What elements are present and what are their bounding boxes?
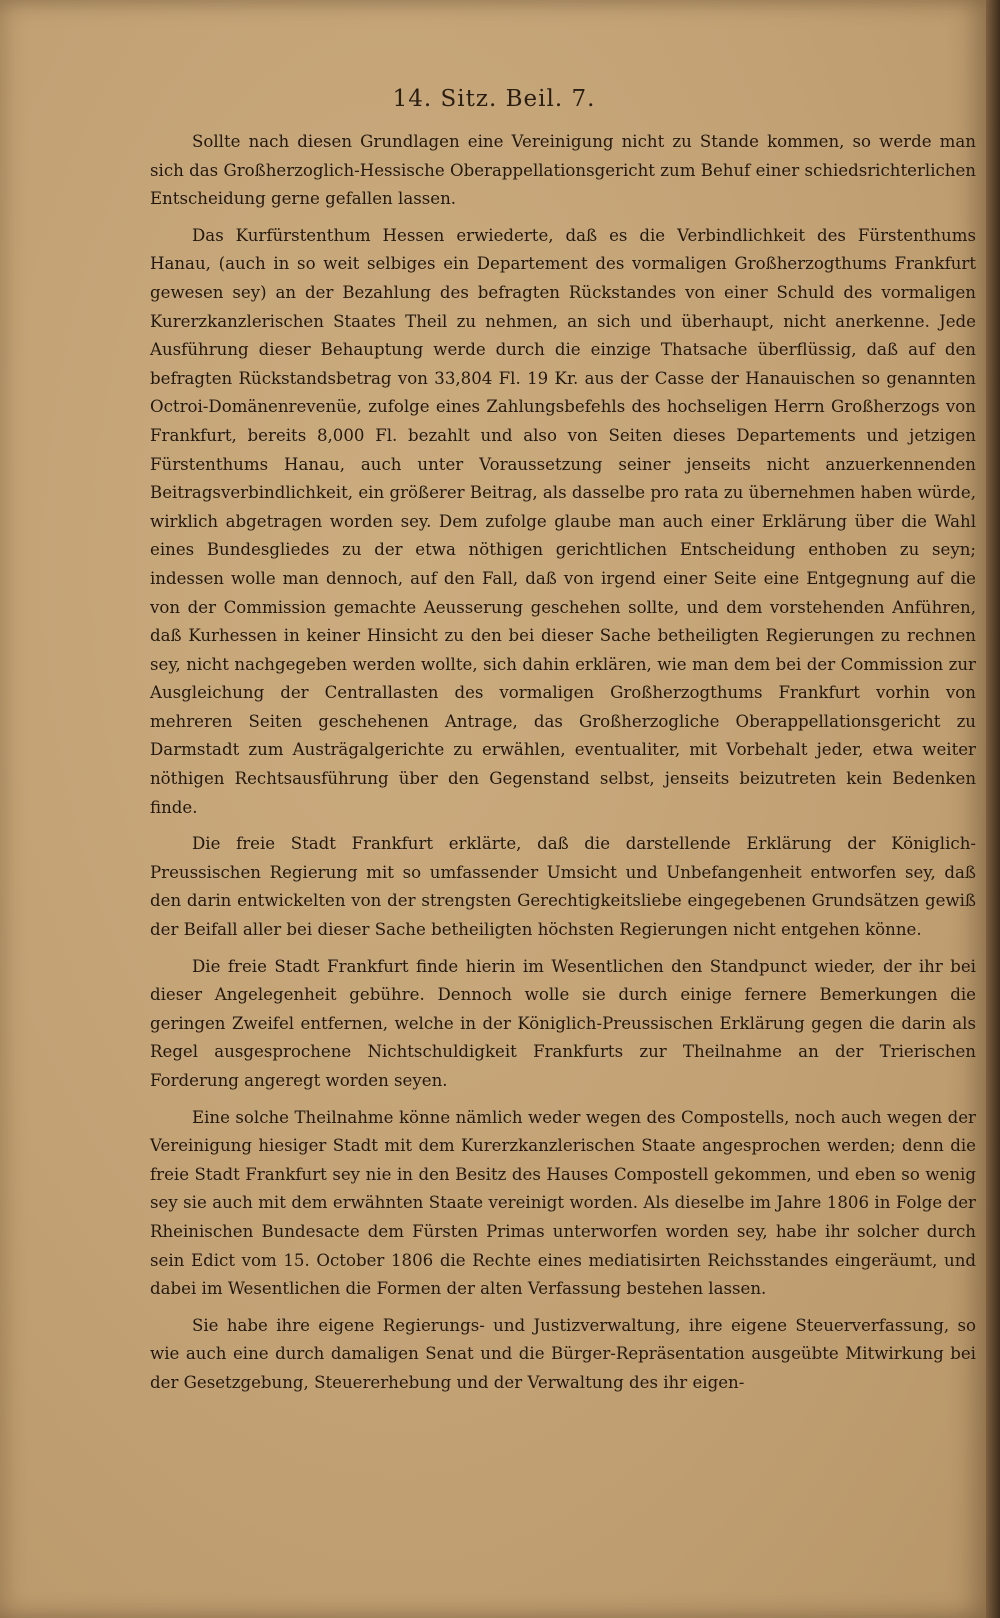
paragraph: Das Kurfürstenthum Hessen erwiederte, daß es die Verbindlichkeit des Fürstenthums Hanau, (auch in so weit selbiges ein Departement des vormaligen Großherzogthums Frankfurt gewesen sey) an der Bezahlung des befragten Rückstandes von einer Schuld des vormaligen Kurerzkanzlerischen Staates Theil zu nehmen, an sich und überhaupt, nicht anerkenne. Jede Ausführung dieser Behauptung werde durch die einzige Thatsache überflüssig, daß auf den befragten Rückstandsbetrag von 33,804 Fl. 19 Kr. aus der Casse der Hanauischen so genannten Octroi-Domänenrevenüe, zufolge eines Zahlungsbefehls des hochseligen Herrn Großherzogs von Frankfurt, bereits 8,000 Fl. bezahlt und also von Seiten dieses Departements und jetzigen Fürstenthums Hanau, auch unter Voraussetzung seiner jenseits nicht anzuerkennenden Beitragsverbindlichkeit, ein größerer Beitrag, als dasselbe pro rata zu übernehmen haben würde, wirklich abgetragen worden sey. Dem zufolge glaube man auch einer Erklärung über die Wahl eines Bundesgliedes zu der etwa nöthigen gerichtlichen Entscheidung enthoben zu seyn; indessen wolle man dennoch, auf den Fall, daß von irgend einer Seite eine Entgegnung auf die von der Commission gemachte Aeusserung geschehen sollte, und dem vorstehenden Anführen, daß Kurhessen in keiner Hinsicht zu den bei dieser Sache betheiligten Regierungen zu rechnen sey, nicht nachgegeben werden wollte, sich dahin erklären, wie man dem bei der Commission zur Ausgleichung der Centrallasten des vormaligen Großherzogthums Frankfurt vorhin von mehreren Seiten geschehenen Antrage, das Großherzogliche Oberappellationsgericht zu Darmstadt zum Austrägalgerichte zu erwählen, eventualiter, mit Vorbehalt jeder, etwa weiter nöthigen Rechtsausführung über den Gegenstand selbst, jenseits beizutreten kein Bedenken finde. [150,225,976,817]
book-edge [986,0,1000,1618]
body-text [150,128,976,1398]
paragraph: Die freie Stadt Frankfurt finde hierin im Wesentlichen den Standpunct wieder, der ihr bei dieser Angelegenheit gebühre. Dennoch wolle sie durch einige fernere Bemerkungen die geringen Zweifel entfernen, welche in der Königlich-Preussischen Erklärung gegen die darin als Regel ausgesprochene Nichtschuldigkeit Frankfurts zur Theilnahme an der Trierischen Forderung angeregt worden seyen. [150,956,976,1090]
paragraph: Sie habe ihre eigene Regierungs- und Justizverwaltung, ihre eigene Steuerverfassung, so wie auch eine durch damaligen Senat und die Bürger-Repräsentation ausgeübte Mitwirkung bei der Gesetzgebung, Steuererhebung und der Verwaltung des ihr eigen- [150,1315,976,1392]
paragraph: Sollte nach diesen Grundlagen eine Vereinigung nicht zu Stande kommen, so werde man sich das Großherzoglich-Hessische Oberappellationsgericht zum Behuf einer schiedsrichterlichen Entscheidung gerne gefallen lassen. [150,132,976,209]
paragraph: Eine solche Theilnahme könne nämlich weder wegen des Compostells, noch auch wegen der Vereinigung hiesiger Stadt mit dem Kurerzkanzlerischen Staate angesprochen werden; denn die freie Stadt Frankfurt sey nie in den Besitz des Hauses Compostell gekommen, und eben so wenig sey sie auch mit dem erwähnten Staate vereinigt worden. Als dieselbe im Jahre 1806 in Folge der Rheinischen Bundesacte dem Fürsten Primas unterworfen worden sey, habe ihr solcher durch sein Edict vom 15. October 1806 die Rechte eines mediatisirten Reichsstandes eingeräumt, und dabei im Wesentlichen die Formen der alten Verfassung bestehen lassen. [150,1107,976,1299]
paragraph: Die freie Stadt Frankfurt erklärte, daß die darstellende Erklärung der Königlich-Preussischen Regierung mit so umfassender Umsicht und Unbefangenheit entworfen sey, daß den darin entwickelten von der strengsten Gerechtigkeitsliebe eingegebenen Grundsätzen gewiß der Beifall aller bei dieser Sache betheiligten höchsten Regierungen nicht entgehen könne. [150,834,976,940]
page-header: 14. Sitz. Beil. 7. [392,86,596,112]
